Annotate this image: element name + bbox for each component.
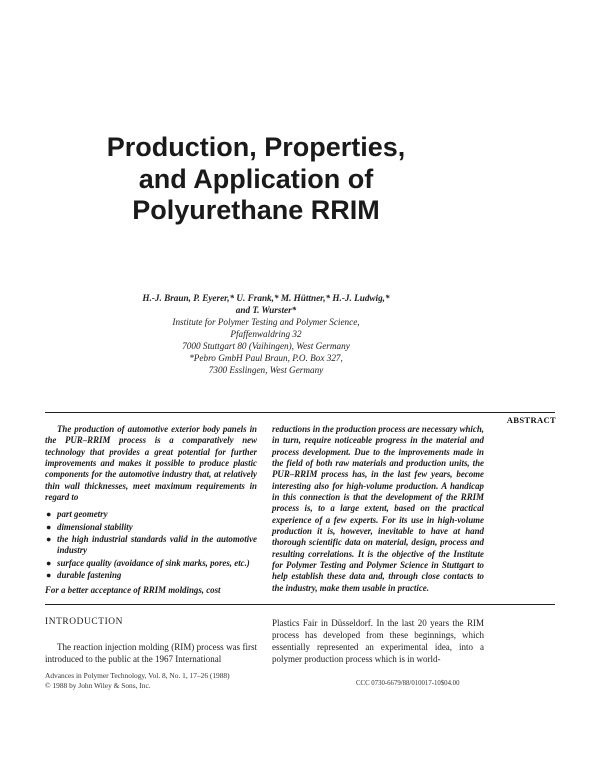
- list-item: ● dimensional stability: [46, 521, 133, 532]
- list-item: ● the high industrial standards valid in the automotive industry: [46, 534, 257, 556]
- affiliation-line: 7300 Esslingen, West Germany: [208, 365, 324, 375]
- list-item: ● surface quality (avoidance of sink marks, pores, etc.): [46, 557, 250, 568]
- introduction-left-text: The reaction injection molding (RIM) process was first introduced to the public at the 1967 International: [45, 642, 257, 664]
- bullet-icon: ●: [46, 521, 52, 532]
- abstract-label: ABSTRACT: [506, 415, 556, 425]
- requirements-list: [45, 509, 257, 581]
- abstract-right-column: [272, 424, 484, 594]
- affiliation-line: 7000 Stuttgart 80 (Vaihingen), West Germany: [182, 341, 350, 351]
- author-names: H.-J. Braun, P. Eyerer,* U. Frank,* M. Hüttner,* H.-J. Ludwig,*: [142, 293, 390, 303]
- abstract-top-rule: [45, 412, 555, 413]
- author-block: [118, 292, 414, 376]
- introduction-right-text: Plastics Fair in Düsseldorf. In the last 20 years the RIM process has developed from these beginnings, which essentially represented an experimental idea, into a polymer production process which is in world-: [272, 618, 484, 664]
- copyright-line: © 1988 by John Wiley & Sons, Inc.: [45, 680, 151, 690]
- abstract-closing-left: For a better acceptance of RRIM moldings, cost: [45, 585, 221, 596]
- title-line-2: and Application of: [138, 163, 374, 194]
- list-item: ● part geometry: [46, 509, 108, 520]
- abstract-intro: The production of automotive exterior body panels in the PUR–RRIM process is a comparatively new technology that provides a great potential for further improvements and makes it possible to produce plastic components for the automotive industry that, at relatively thin wall thicknesses, meet maximum requirements in regard to: [45, 424, 257, 503]
- title-line-1: Production, Properties,: [106, 132, 406, 162]
- introduction-heading: INTRODUCTION: [45, 617, 124, 627]
- list-item: ● durable fastening: [46, 570, 122, 581]
- affiliation-line: Pfaffenwaldring 32: [230, 329, 302, 339]
- journal-footer: [45, 671, 230, 690]
- abstract-bottom-rule: [45, 604, 555, 605]
- author-names-cont: and T. Wurster*: [235, 305, 297, 315]
- bullet-icon: ●: [46, 557, 52, 568]
- title-line-3: Polyurethane RRIM: [132, 195, 380, 225]
- affiliation-line: *Pebro GmbH Paul Braun, P.O. Box 327,: [189, 353, 343, 363]
- affiliation-line: Institute for Polymer Testing and Polymer Science,: [172, 317, 360, 327]
- bullet-icon: ●: [46, 534, 52, 545]
- article-title: [0, 132, 512, 227]
- bullet-icon: ●: [46, 509, 52, 520]
- ccc-code: CCC 0730-6679/88/010017-10$04.00: [356, 680, 460, 687]
- journal-citation: Advances in Polymer Technology, Vol. 8, No. 1, 17–26 (1988): [45, 671, 230, 680]
- abstract-left-column: [45, 424, 257, 597]
- bullet-icon: ●: [46, 570, 52, 581]
- abstract-right-text: reductions in the production process are necessary which, in turn, require noticeable progress in the material and process development. Due to the improvements made in the field of both raw materials and production units, the PUR–RRIM process has, in the last few years, become interesting also for high-volume production. A handicap in this connection is that the development of the RRIM process is, to a large extent, based on the practical experience of a few experts. For its use in high-volume production it is, however, inevitable to have at hand thorough scientific data on material, design, process and resulting correlations. It is the objective of the Institute for Polymer Testing and Polymer Science in Stuttgart to help establish these data and, through close contacts to the industry, make them usable in practice.: [272, 424, 484, 593]
